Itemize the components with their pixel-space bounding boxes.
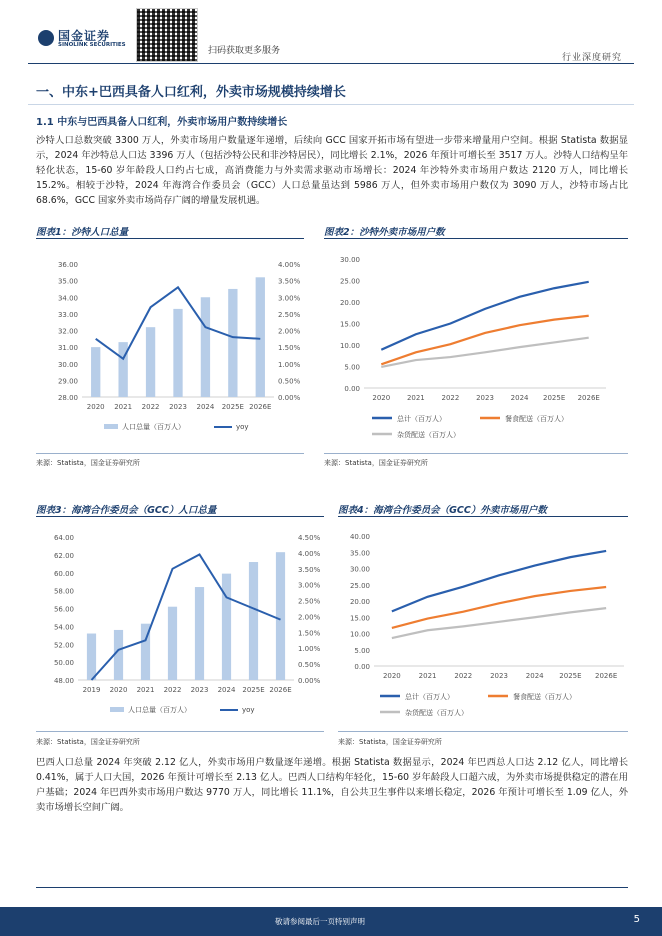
x-tick-label: 2019 — [82, 686, 101, 694]
legend-label-2: 餐食配送（百万人） — [513, 693, 576, 701]
series-line-1 — [381, 282, 588, 350]
y2-tick-label: 4.50% — [298, 534, 321, 542]
x-tick-label: 2026E — [249, 403, 272, 411]
y-tick-label: 20.00 — [349, 598, 370, 606]
y-tick-label: 20.00 — [339, 299, 360, 307]
y-tick-label: 33.00 — [57, 310, 78, 319]
section-divider — [28, 104, 634, 105]
y2-tick-label: 2.00% — [278, 327, 301, 336]
x-tick-label: 2026E — [269, 686, 292, 694]
bar — [118, 342, 127, 397]
figure1-top-rule — [36, 238, 304, 239]
x-tick-label: 2024 — [217, 686, 236, 694]
legend-bar-swatch — [104, 424, 118, 429]
x-tick-label: 2023 — [476, 394, 494, 402]
y2-tick-label: 4.00% — [278, 261, 301, 269]
y2-tick-label: 0.50% — [298, 661, 321, 670]
bar — [256, 277, 265, 397]
y-tick-label: 36.00 — [57, 261, 78, 269]
x-tick-label: 2022 — [141, 403, 160, 411]
y-tick-label: 54.00 — [53, 623, 74, 632]
figure3-bottom-rule — [36, 731, 324, 732]
x-tick-label: 2021 — [114, 403, 133, 411]
chart-gcc-population — [36, 522, 326, 722]
footer-divider — [36, 887, 628, 888]
y-tick-label: 56.00 — [53, 605, 74, 614]
x-tick-label: 2024 — [196, 403, 215, 411]
y-tick-label: 64.00 — [53, 534, 74, 542]
y-tick-label: 28.00 — [57, 394, 78, 402]
report-category: 行业深度研究 — [561, 53, 622, 63]
legend-label-2: 餐食配送（百万人） — [505, 415, 568, 423]
bar — [146, 327, 155, 397]
legend-label-3: 杂货配送（百万人） — [397, 431, 460, 439]
x-tick-label: 2025E — [543, 394, 566, 402]
section-title: 一、中东+巴西具备人口红利，外卖市场规模持续增长 — [36, 85, 346, 100]
page-number: 5 — [633, 914, 640, 925]
chart-saudi-population — [36, 244, 308, 444]
figure1-title: 图表1：沙特人口总量 — [36, 227, 129, 238]
y-tick-label: 32.00 — [57, 327, 78, 336]
x-tick-label: 2024 — [510, 394, 529, 402]
x-tick-label: 2020 — [86, 403, 105, 411]
bar — [168, 607, 177, 680]
figure2-source: 来源：Statista，国金证券研究所 — [324, 459, 428, 467]
y2-tick-label: 2.50% — [298, 597, 321, 606]
y-tick-label: 60.00 — [53, 569, 74, 578]
y-tick-label: 25.00 — [339, 277, 360, 286]
footer-disclaimer: 敬请参阅最后一页特别声明 — [275, 917, 365, 926]
qr-code-label: 扫码获取更多服务 — [208, 46, 281, 56]
legend-bar-label: 人口总量（百万人） — [128, 706, 191, 714]
y-tick-label: 58.00 — [53, 587, 74, 596]
series-line-2 — [381, 316, 588, 365]
x-tick-label: 2020 — [109, 686, 128, 694]
x-tick-label: 2025E — [559, 672, 582, 680]
y-tick-label: 35.00 — [349, 549, 370, 558]
y-tick-label: 10.00 — [339, 342, 360, 350]
bar — [249, 562, 258, 680]
x-tick-label: 2024 — [525, 672, 544, 680]
company-logo-english: SINOLINK SECURITIES — [58, 42, 126, 48]
y-tick-label: 30.00 — [349, 565, 370, 574]
bar — [228, 289, 237, 397]
company-logo-name: 国金证券 — [58, 29, 111, 43]
subsection-title: 1.1 中东与巴西具备人口红利，外卖市场用户数持续增长 — [36, 117, 288, 128]
bar — [173, 309, 182, 397]
x-tick-label: 2025E — [242, 686, 265, 694]
figure3-source: 来源：Statista，国金证券研究所 — [36, 738, 140, 746]
qr-code-image — [136, 8, 198, 62]
y-tick-label: 31.00 — [57, 344, 78, 353]
x-tick-label: 2020 — [372, 394, 391, 402]
x-tick-label: 2023 — [169, 403, 187, 411]
x-tick-label: 2022 — [454, 672, 473, 680]
y-tick-label: 62.00 — [53, 551, 74, 560]
y2-tick-label: 3.50% — [298, 565, 321, 574]
y-tick-label: 52.00 — [53, 641, 74, 650]
series-line-3 — [392, 608, 606, 638]
y-tick-label: 0.00 — [354, 663, 370, 671]
y-tick-label: 0.00 — [344, 385, 360, 393]
y2-tick-label: 3.00% — [278, 294, 301, 303]
bar — [222, 574, 231, 680]
figure3-title: 图表3：海湾合作委员会（GCC）人口总量 — [36, 505, 217, 516]
legend-bar-label: 人口总量（百万人） — [122, 423, 185, 431]
y-tick-label: 30.00 — [57, 360, 78, 369]
figure2-bottom-rule — [324, 453, 628, 454]
figure2-top-rule — [324, 238, 628, 239]
legend-line-label: yoy — [242, 706, 255, 714]
legend-bar-swatch — [110, 707, 124, 712]
y2-tick-label: 0.50% — [278, 377, 301, 386]
company-logo-icon — [38, 30, 54, 46]
y2-tick-label: 0.00% — [298, 677, 321, 685]
header-divider — [28, 63, 634, 64]
y-tick-label: 30.00 — [339, 256, 360, 264]
bar — [87, 634, 96, 680]
paragraph-saudi: 沙特人口总数突破 3300 万人，外卖市场用户数量逐年递增，后续向 GCC 国家开拓市场有望进一步带来增量用户空间。根据 Statista 数据显示，2024 年沙特总人口达 3396 万人（包括沙特公民和非沙特居民），同比增长 2.1%，2026 年预计可增长至 3517 万人。沙特人口结构呈年轻化状态，15-60 岁年龄段人口约占七成，高消费能力与外卖需求驱动市场增长：2024 年沙特外卖市场用户数达 2120 万人，同比增长 15.2%。相较于沙特，2024 年海湾合作委员会（GCC）人口总量虽达到 5986 万人，但外卖市场用户数仅为 3090 万人，沙特市场占比 68.6%，GCC 国家外卖市场尚存广阔的增量发展机遇。 — [36, 135, 628, 206]
y-tick-label: 5.00 — [354, 646, 370, 655]
y2-tick-label: 0.00% — [278, 394, 301, 402]
bar — [114, 630, 123, 680]
x-tick-label: 2026E — [577, 394, 600, 402]
y-tick-label: 48.00 — [53, 677, 74, 685]
y-tick-label: 29.00 — [57, 377, 78, 386]
legend-line-label: yoy — [236, 423, 249, 431]
chart-gcc-delivery-users — [334, 522, 630, 722]
y2-tick-label: 1.50% — [298, 629, 321, 638]
y2-tick-label: 2.50% — [278, 310, 301, 319]
figure4-top-rule — [338, 516, 628, 517]
y-tick-label: 34.00 — [57, 294, 78, 303]
figure1-source: 来源：Statista，国金证券研究所 — [36, 459, 140, 467]
y2-tick-label: 1.00% — [298, 645, 321, 654]
x-tick-label: 2023 — [190, 686, 209, 694]
y-tick-label: 15.00 — [349, 614, 370, 623]
y-tick-label: 35.00 — [57, 277, 78, 286]
bar — [276, 552, 285, 680]
legend-label-1: 总计（百万人） — [397, 415, 446, 423]
y-tick-label: 25.00 — [349, 581, 370, 590]
figure4-source: 来源：Statista，国金证券研究所 — [338, 738, 442, 746]
y-tick-label: 50.00 — [53, 659, 74, 668]
x-tick-label: 2022 — [163, 686, 182, 694]
figure2-title: 图表2：沙特外卖市场用户数 — [324, 227, 445, 238]
y-tick-label: 40.00 — [349, 533, 370, 541]
y-tick-label: 10.00 — [349, 630, 370, 639]
series-line-3 — [381, 338, 588, 367]
y-tick-label: 15.00 — [339, 320, 360, 329]
x-tick-label: 2023 — [490, 672, 508, 680]
figure4-bottom-rule — [338, 731, 628, 732]
y2-tick-label: 3.00% — [298, 581, 321, 590]
y2-tick-label: 2.00% — [298, 613, 321, 622]
x-tick-label: 2021 — [418, 672, 437, 680]
chart-saudi-delivery-users — [324, 244, 630, 444]
x-tick-label: 2026E — [595, 672, 618, 680]
y2-tick-label: 1.50% — [278, 344, 301, 353]
bar — [201, 297, 210, 397]
x-tick-label: 2021 — [406, 394, 425, 402]
figure1-bottom-rule — [36, 453, 304, 454]
legend-label-3: 杂货配送（百万人） — [405, 709, 468, 717]
y-tick-label: 5.00 — [344, 363, 360, 372]
paragraph-brazil: 巴西人口总量 2024 年突破 2.12 亿人，外卖市场用户数量逐年递增。根据 Statista 数据显示，2024 年巴西总人口达 2.12 亿人，同比增长 0.41%，属于人口大国，2026 年预计可增长至 2.13 亿人。巴西人口结构年轻化，15-60 岁年龄段人口超六成，为外卖市场提供稳定的潜在用户基础；2024 年巴西外卖市场用户数达 9770 万人，同比增长 11.1%，自公共卫生事件以来增长稳定，2026 年预计可增长至 1.09 亿人，外卖市场增长空间广阔。 — [36, 757, 628, 813]
bar — [195, 587, 204, 680]
figure4-title: 图表4：海湾合作委员会（GCC）外卖市场用户数 — [338, 505, 547, 516]
legend-label-1: 总计（百万人） — [405, 693, 454, 701]
y2-tick-label: 4.00% — [298, 549, 321, 558]
x-tick-label: 2021 — [136, 686, 155, 694]
x-tick-label: 2025E — [221, 403, 244, 411]
y2-tick-label: 3.50% — [278, 277, 301, 286]
y2-tick-label: 1.00% — [278, 360, 301, 369]
x-tick-label: 2022 — [441, 394, 460, 402]
x-tick-label: 2020 — [382, 672, 401, 680]
figure3-top-rule — [36, 516, 324, 517]
bar — [91, 347, 100, 397]
